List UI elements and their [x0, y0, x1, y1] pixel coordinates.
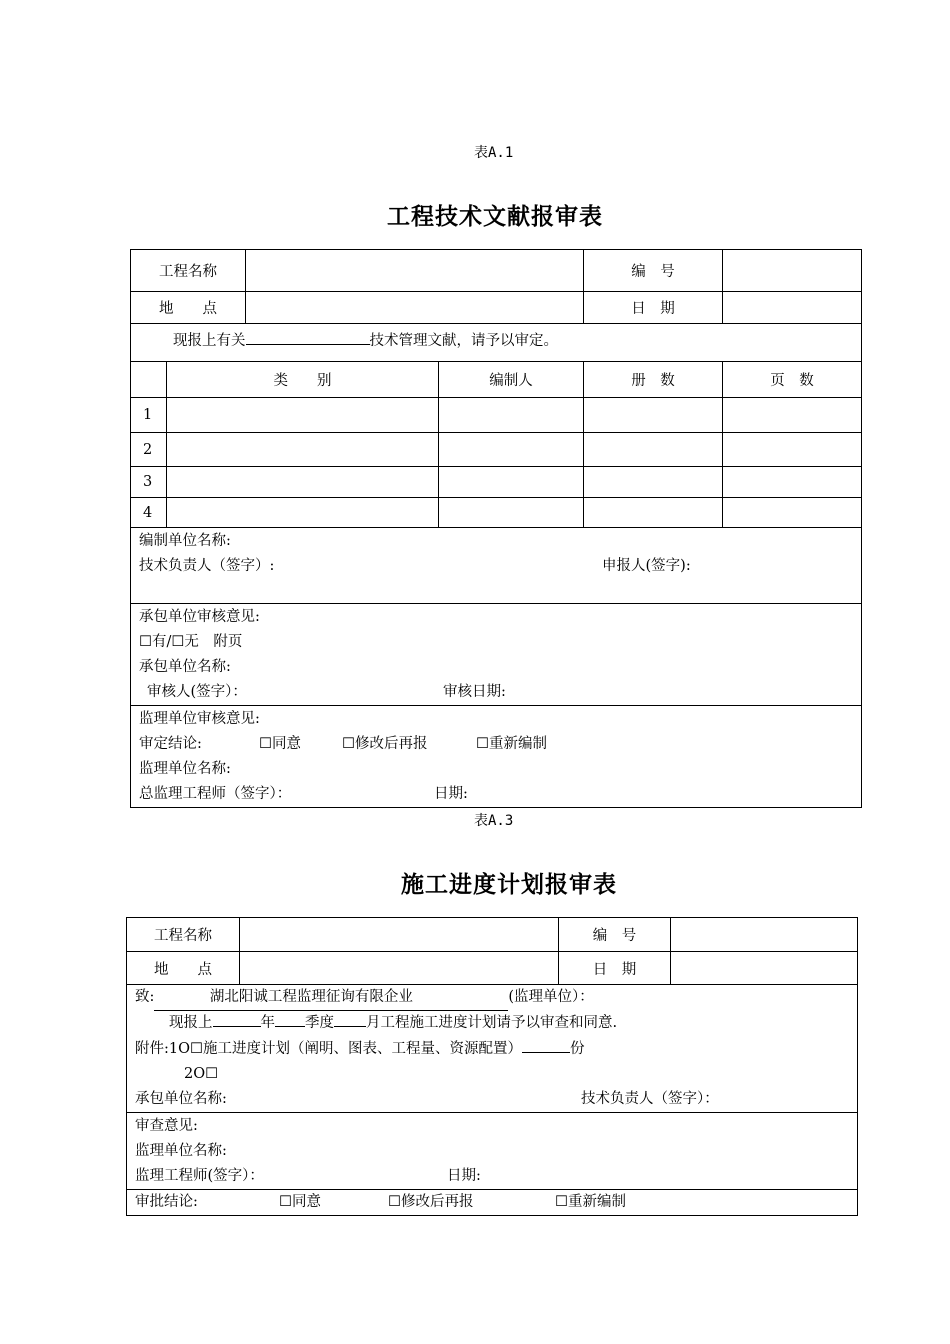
type-cell[interactable] [167, 433, 439, 467]
tech-lead-label: 技术负责人（签字）: [139, 558, 275, 574]
type-cell[interactable] [167, 467, 439, 498]
pages-header: 页 数 [723, 362, 862, 398]
contractor-name-label: 承包单位名称: [139, 659, 231, 675]
review-date-label: 审核日期: [443, 684, 506, 700]
sign-date-label: 日期: [434, 786, 468, 802]
review-opinion-label: 审查意见: [135, 1118, 198, 1134]
table-label-a3: 表A.3 [474, 813, 514, 829]
revise-checkbox[interactable]: ☐修改后再报 [342, 736, 428, 752]
copies-blank[interactable] [522, 1036, 570, 1053]
engineer-label: 监理工程师(签字）： [135, 1168, 264, 1184]
project-name-label: 工程名称 [127, 918, 240, 952]
form-table-a1 [130, 249, 862, 808]
attachment-checkboxes[interactable]: ☐有/☐无 附页 [139, 634, 243, 650]
contractor-opinion-label: 承包单位审核意见: [139, 609, 260, 625]
supervisor-opinion-label: 监理单位审核意见: [139, 711, 260, 727]
quarter-blank[interactable] [275, 1010, 305, 1027]
table-label-a1: 表A.1 [474, 145, 514, 161]
date-label: 日 期 [559, 952, 671, 985]
pages-cell[interactable] [723, 498, 862, 528]
report-prefix: 现报上 [169, 1015, 213, 1031]
conclusion-label: 审定结论: [139, 736, 202, 752]
reviewer-label: 审核人(签字）： [147, 684, 247, 700]
approval-label: 审批结论: [135, 1194, 198, 1210]
supervisor-unit-name: 湖北阳诚工程监理征询有限企业 [154, 985, 508, 1011]
project-name-label: 工程名称 [131, 250, 246, 292]
supervisor-name-label: 监理单位名称: [139, 761, 231, 777]
project-name-field[interactable] [246, 250, 584, 292]
review-date-label: 日期: [447, 1168, 481, 1184]
pages-cell[interactable] [723, 467, 862, 498]
redo-checkbox[interactable]: ☐重新编制 [555, 1194, 626, 1210]
author-header: 编制人 [439, 362, 584, 398]
author-cell[interactable] [439, 498, 584, 528]
number-label: 编 号 [584, 250, 723, 292]
form-title-a3: 施工进度计划报审表 [401, 872, 617, 898]
quarter-label: 季度 [305, 1015, 334, 1031]
compile-unit-label: 编制单位名称: [139, 533, 231, 549]
to-label: 致: [135, 989, 155, 1005]
agree-checkbox[interactable]: ☐同意 [259, 736, 301, 752]
attachment-label[interactable]: 附件:1O☐施工进度计划（阐明、图表、工程量、资源配置） [135, 1041, 522, 1057]
supervisor-name-label: 监理单位名称: [135, 1143, 227, 1159]
contractor-section [131, 604, 862, 706]
tech-lead-label: 技术负责人（签字）： [581, 1091, 719, 1107]
pages-cell[interactable] [723, 398, 862, 433]
chief-engineer-label: 总监理工程师（签字）： [139, 786, 292, 802]
to-unit-label: (监理单位）： [508, 989, 594, 1005]
form-table-a3 [126, 917, 858, 1216]
row-index: 3 [131, 467, 167, 498]
redo-checkbox[interactable]: ☐重新编制 [476, 736, 547, 752]
form-title-a1: 工程技术文献报审表 [387, 204, 603, 230]
volumes-cell[interactable] [584, 498, 723, 528]
volumes-cell[interactable] [584, 467, 723, 498]
number-label: 编 号 [559, 918, 671, 952]
agree-checkbox[interactable]: ☐同意 [279, 1194, 321, 1210]
submission-section [127, 985, 858, 1113]
volumes-cell[interactable] [584, 433, 723, 467]
date-field[interactable] [723, 292, 862, 324]
row-index: 4 [131, 498, 167, 528]
row-index: 1 [131, 398, 167, 433]
author-cell[interactable] [439, 467, 584, 498]
revise-checkbox[interactable]: ☐修改后再报 [388, 1194, 474, 1210]
table-row [131, 498, 862, 528]
supervisor-unit-field[interactable] [154, 985, 508, 1005]
date-field[interactable] [671, 952, 858, 985]
copies-unit: 份 [570, 1041, 585, 1057]
location-field[interactable] [246, 292, 584, 324]
number-field[interactable] [723, 250, 862, 292]
row-index: 2 [131, 433, 167, 467]
number-field[interactable] [671, 918, 858, 952]
month-blank[interactable] [334, 1010, 366, 1027]
attachment-2-checkbox[interactable]: 2O☐ [184, 1066, 219, 1082]
supervisor-section [131, 706, 862, 808]
author-cell[interactable] [439, 398, 584, 433]
report-blank[interactable] [246, 328, 370, 345]
table-row [131, 467, 862, 498]
table-row [131, 398, 862, 433]
table-row [131, 433, 862, 467]
reporter-label: 申报人(签字): [602, 558, 691, 574]
type-cell[interactable] [167, 498, 439, 528]
contractor-name-label: 承包单位名称: [135, 1091, 227, 1107]
location-field[interactable] [240, 952, 559, 985]
author-cell[interactable] [439, 433, 584, 467]
volumes-cell[interactable] [584, 398, 723, 433]
review-section [127, 1113, 858, 1190]
report-prefix: 现报上有关 [173, 333, 246, 349]
location-label: 地 点 [127, 952, 240, 985]
approval-section [127, 1190, 858, 1216]
project-name-field[interactable] [240, 918, 559, 952]
volumes-header: 册 数 [584, 362, 723, 398]
index-header [131, 362, 167, 398]
report-suffix: 月工程施工进度计划请予以审查和同意. [366, 1015, 618, 1031]
type-cell[interactable] [167, 398, 439, 433]
pages-cell[interactable] [723, 433, 862, 467]
type-header: 类 别 [167, 362, 439, 398]
report-suffix: 技术管理文献，请予以审定。 [369, 333, 558, 349]
year-label: 年 [260, 1015, 275, 1031]
date-label: 日 期 [584, 292, 723, 324]
report-line [131, 324, 862, 362]
compile-section [131, 528, 862, 604]
location-label: 地 点 [131, 292, 246, 324]
year-blank[interactable] [213, 1010, 261, 1027]
